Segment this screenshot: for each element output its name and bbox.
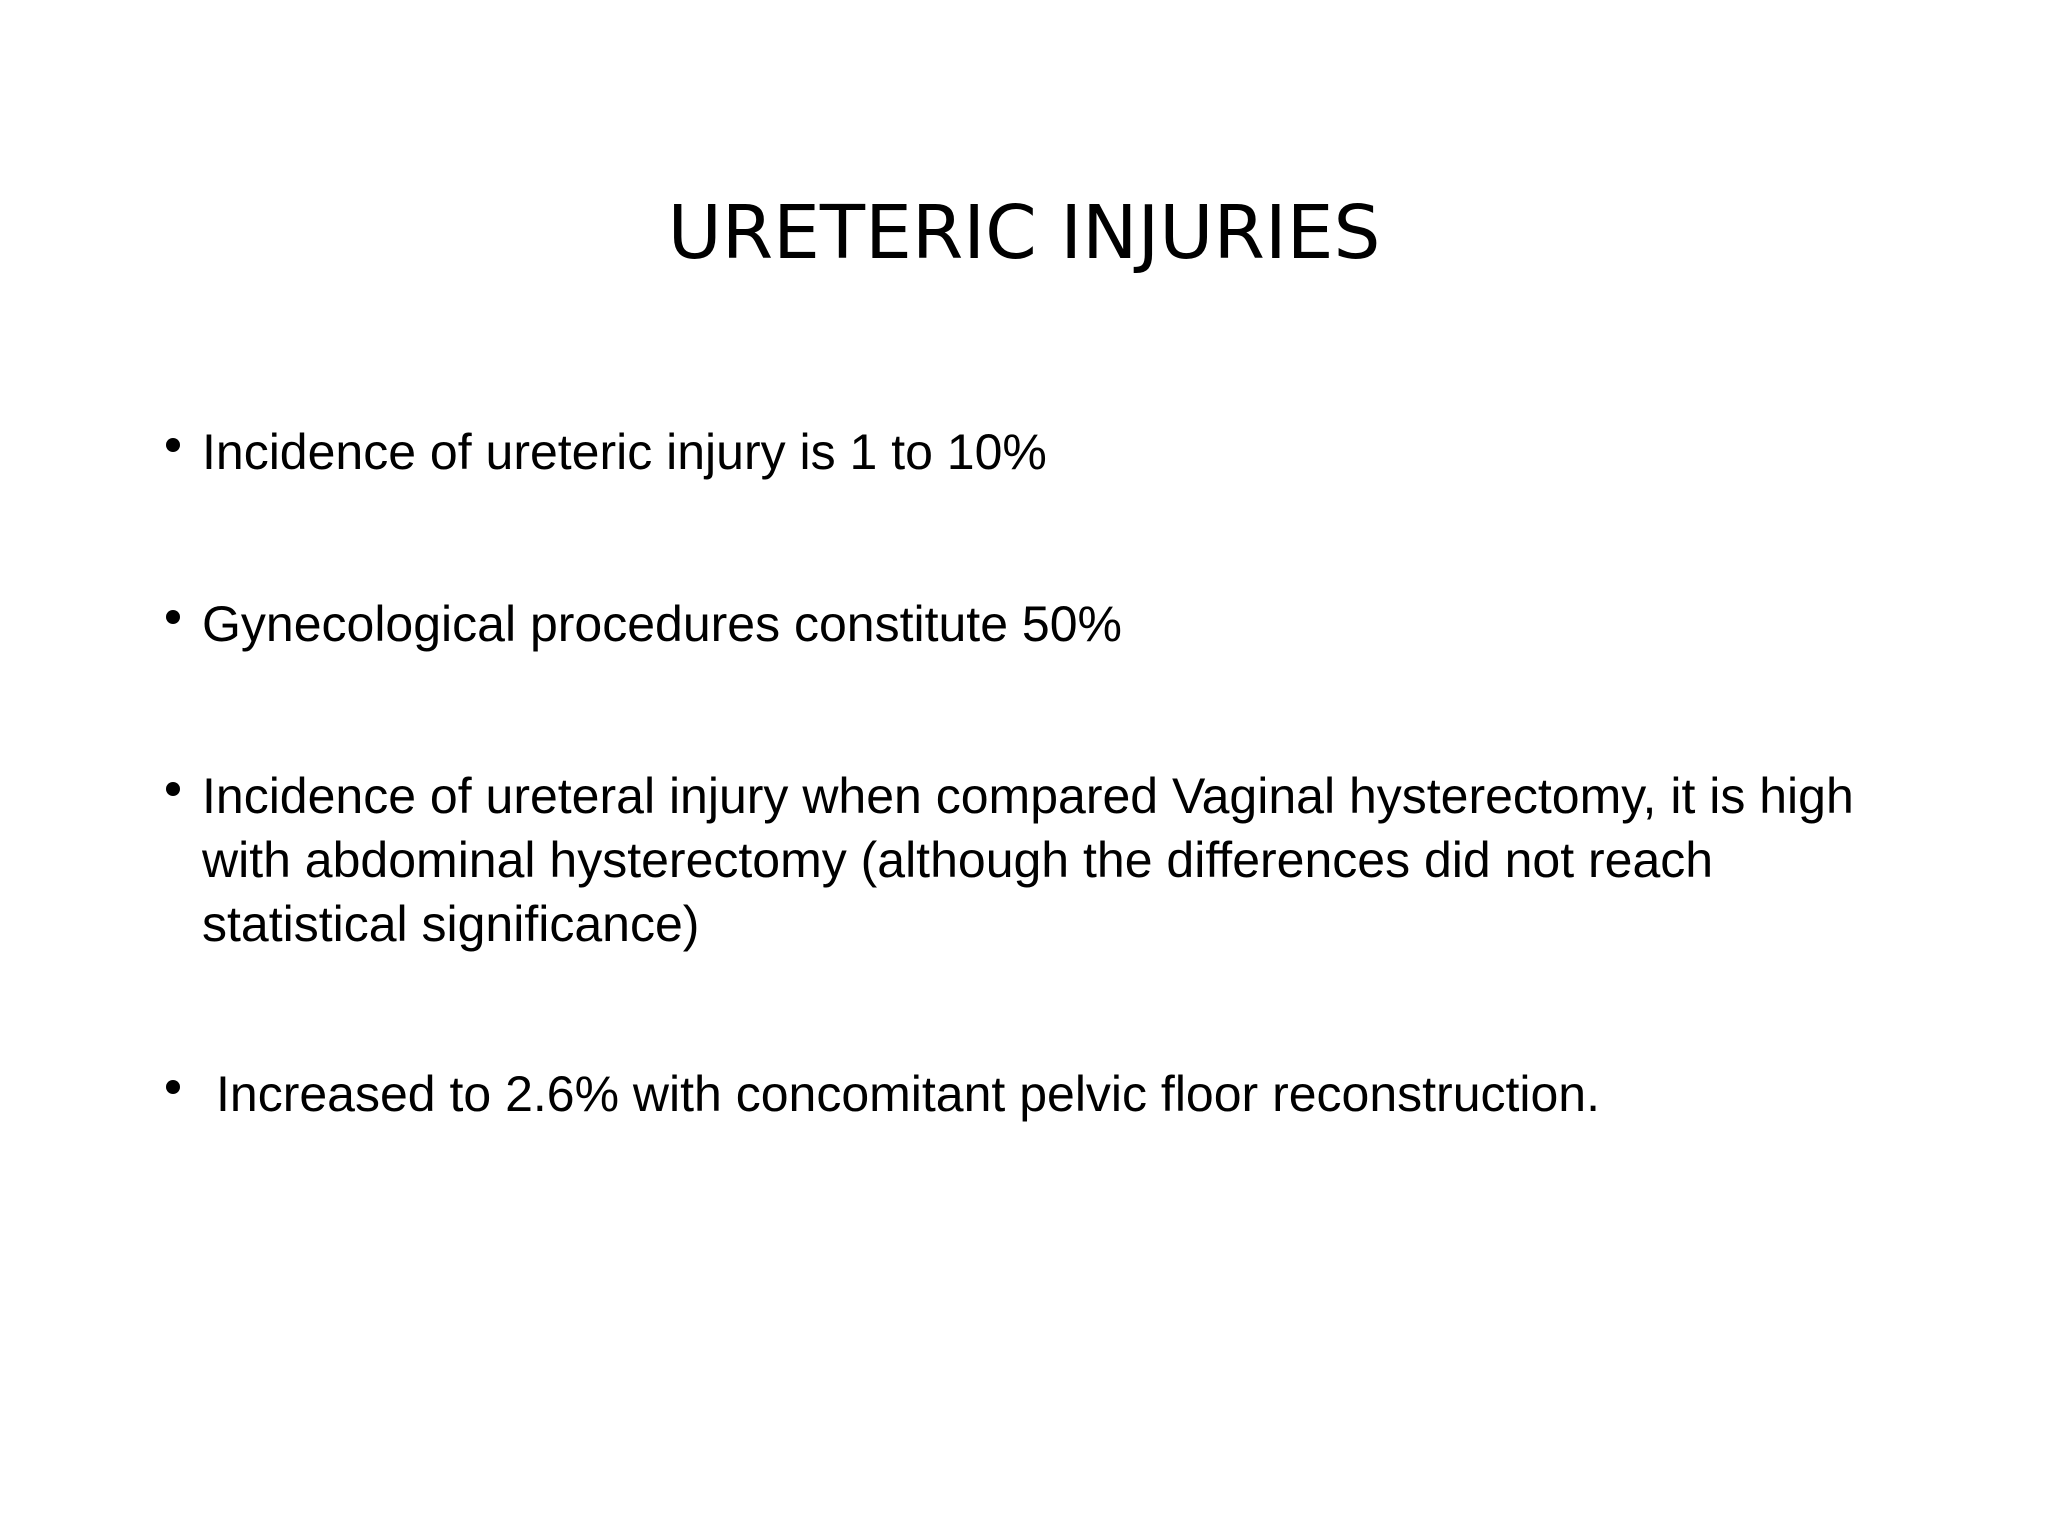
bullet-list <box>160 420 1900 1234</box>
bullet-item <box>160 592 1900 656</box>
slide-title: URETERIC INJURIES <box>667 190 1381 276</box>
bullet-dot-icon <box>166 782 180 796</box>
bullet-text: Increased to 2.6% with concomitant pelvic floor reconstruction. <box>216 1066 1601 1122</box>
bullet-dot-icon <box>166 438 180 452</box>
bullet-item <box>160 764 1900 956</box>
bullet-text: Incidence of ureteric injury is 1 to 10% <box>202 424 1047 480</box>
bullet-dot-icon <box>166 1080 180 1094</box>
bullet-item <box>160 1062 1900 1126</box>
bullet-item <box>160 420 1900 484</box>
bullet-dot-icon <box>166 610 180 624</box>
bullet-text: Incidence of ureteral injury when compared Vaginal hysterectomy, it is high with abdominal hysterectomy (although the differences did not reach statistical significance) <box>202 768 1854 952</box>
bullet-text: Gynecological procedures constitute 50% <box>202 596 1122 652</box>
